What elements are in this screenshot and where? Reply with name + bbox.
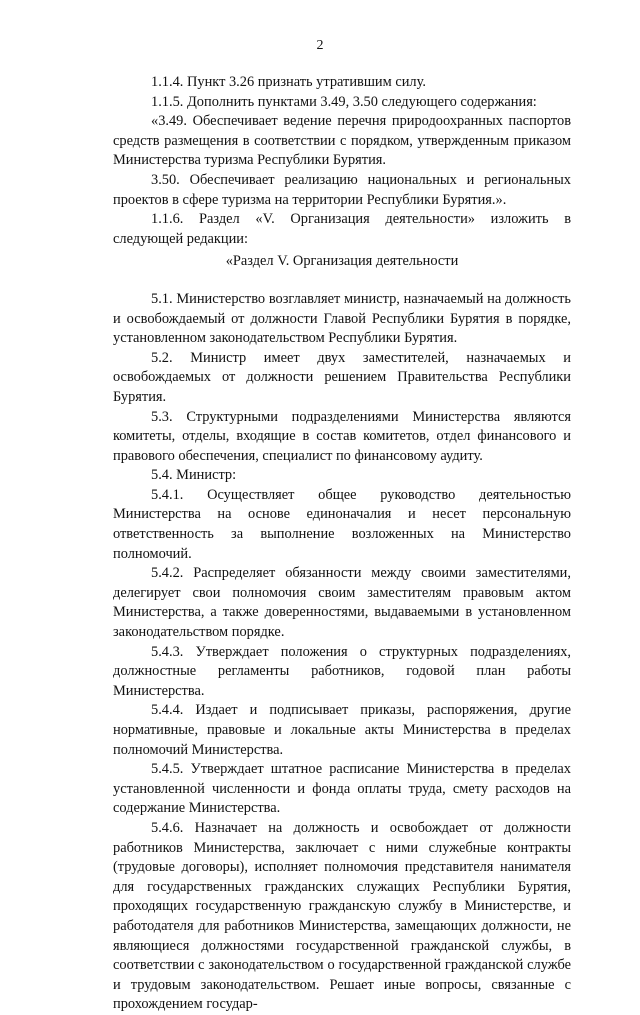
paragraph-5-2: 5.2. Министр имеет двух заместителей, назначаемых и освобождаемых от должности решением Правительства Республики Бурятия. bbox=[113, 349, 571, 405]
document-body bbox=[113, 73, 571, 1015]
paragraph-3-50: 3.50. Обеспечивает реализацию национальных и региональных проектов в сфере туризма на территории Республики Бурятия.». bbox=[113, 171, 571, 208]
paragraph-5-4-2: 5.4.2. Распределяет обязанности между своими заместителями, делегирует свои полномочия своим заместителям правовым актом Министерства, а также доверенностями, выдаваемыми в установленном законодательством порядке. bbox=[113, 565, 571, 641]
section-heading: «Раздел V. Организация деятельности bbox=[225, 253, 459, 270]
paragraph-5-4-5: 5.4.5. Утверждает штатное расписание Министерства в пределах установленной численности и фонда оплаты труда, смету расходов на содержание Министерства. bbox=[113, 761, 571, 817]
paragraph-1-1-4: 1.1.4. Пункт 3.26 признать утратившим силу. bbox=[151, 74, 426, 90]
paragraph-3-49: «3.49. Обеспечивает ведение перечня природоохранных паспортов средств размещения в соответствии с порядком, утвержденным приказом Министерства туризма Республики Бурятия. bbox=[113, 113, 571, 169]
paragraph-1-1-6: 1.1.6. Раздел «V. Организация деятельности» изложить в следующей редакции: bbox=[113, 211, 571, 247]
paragraph-5-1: 5.1. Министерство возглавляет министр, назначаемый на должность и освобождаемый от должности Главой Республики Бурятия в порядке, установленном законодательством Республики Бурятия. bbox=[113, 290, 571, 347]
paragraph-5-3: 5.3. Структурными подразделениями Министерства являются комитеты, отделы, входящие в состав комитетов, отдел финансового и правового обеспечения, специалист по финансовому аудиту. bbox=[113, 408, 571, 464]
page-number: 2 bbox=[316, 38, 324, 53]
paragraph-5-4-3: 5.4.3. Утверждает положения о структурных подразделениях, должностные регламенты работников, годовой план работы Министерства. bbox=[113, 643, 571, 699]
paragraph-5-4-6: 5.4.6. Назначает на должность и освобождает от должности работников Министерства, заключает с ними служебные контракты (трудовые договоры), исполняет полномочия представителя нанимателя для государственных гражданских служащих Республики Бурятия, проходящих государственную гражданскую службу в Министерстве, и работодателя для работников Министерства, замещающих должности, не являющиеся должностями государственной гражданской службы, в соответствии с законодательством о государственной гражданской службе и трудовым законодательством. Решает иные вопросы, связанные с прохождением государ- bbox=[113, 819, 571, 1013]
paragraph-5-4-4: 5.4.4. Издает и подписывает приказы, распоряжения, другие нормативные, правовые и локальные акты Министерства в пределах полномочий Министерства. bbox=[113, 702, 571, 758]
paragraph-1-1-5: 1.1.5. Дополнить пунктами 3.49, 3.50 следующего содержания: bbox=[151, 93, 537, 110]
paragraph-5-4-1: 5.4.1. Осуществляет общее руководство деятельностью Министерства на основе единоначалия и несет персональную ответственность за выполнение возложенных на Министерство полномочий. bbox=[113, 486, 571, 562]
paragraph-5-4: 5.4. Министр: bbox=[151, 467, 237, 484]
